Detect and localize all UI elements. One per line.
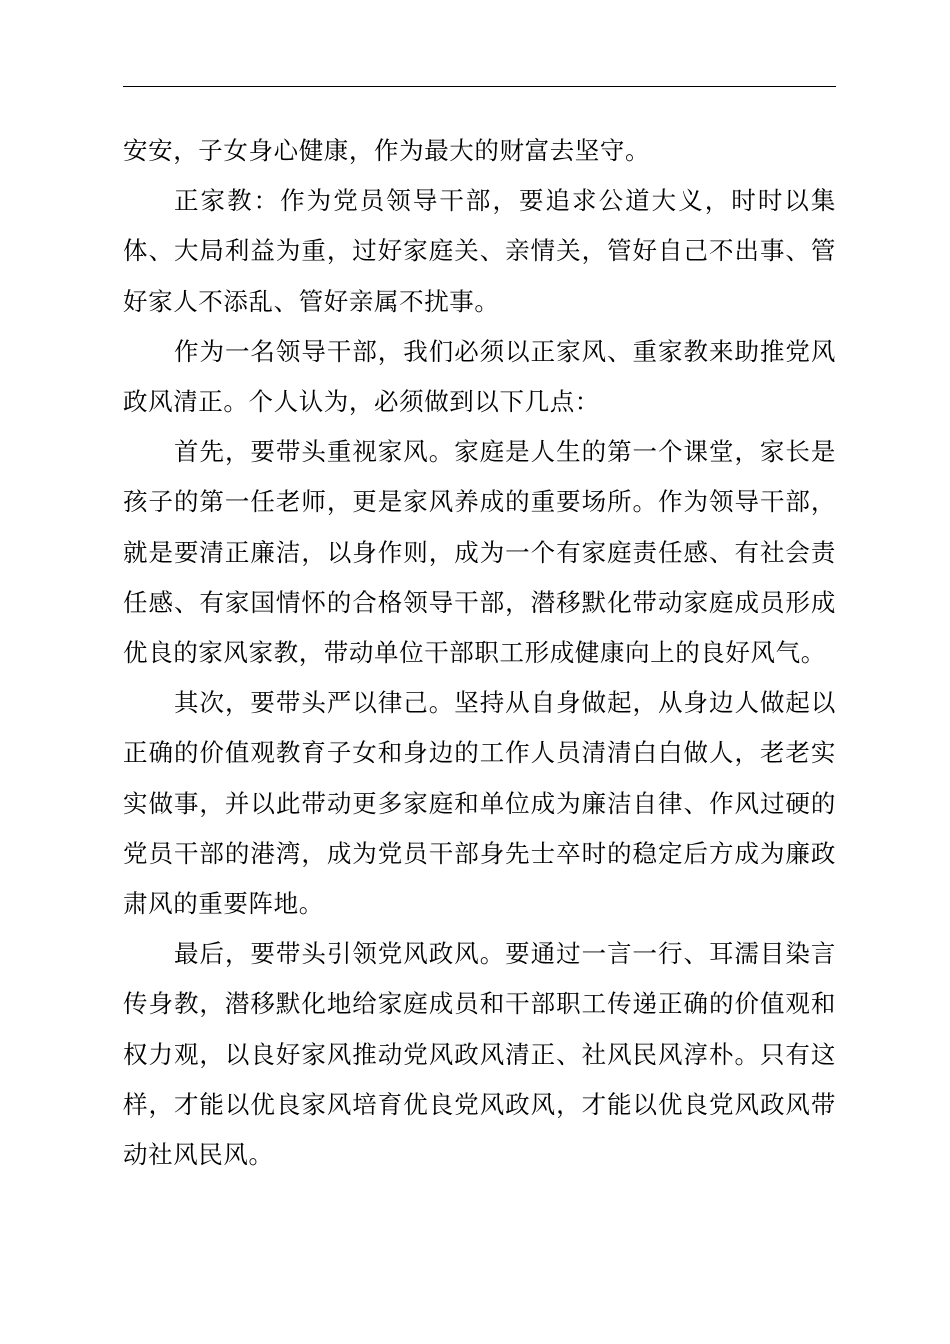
paragraph: 最后，要带头引领党风政风。要通过一言一行、耳濡目染言传身教，潜移默化地给家庭成员和干部职工传递正确的价值观和权力观，以良好家风推动党风政风清正、社风民风淳朴。只有这样，才能以优良家风培育优良党风政风，才能以优良党风政风带动社风民风。 <box>123 939 836 1170</box>
paragraph: 作为一名领导干部，我们必须以正家风、重家教来助推党风政风清正。个人认为，必须做到以下几点： <box>123 336 836 417</box>
paragraph: 其次，要带头严以律己。坚持从自身做起，从身边人做起以正确的价值观教育子女和身边的工作人员清清白白做人，老老实实做事，并以此带动更多家庭和单位成为廉洁自律、作风过硬的党员干部的港湾，成为党员干部身先士卒时的稳定后方成为廉政肃风的重要阵地。 <box>123 688 836 919</box>
header-rule <box>123 86 836 87</box>
paragraph: 首先，要带头重视家风。家庭是人生的第一个课堂，家长是孩子的第一任老师，更是家风养成的重要场所。作为领导干部，就是要清正廉洁，以身作则，成为一个有家庭责任感、有社会责任感、有家国情怀的合格领导干部，潜移默化带动家庭成员形成优良的家风家教，带动单位干部职工形成健康向上的良好风气。 <box>123 437 836 668</box>
paragraph: 安安，子女身心健康，作为最大的财富去坚守。 <box>123 136 651 165</box>
paragraph: 正家教：作为党员领导干部，要追求公道大义，时时以集体、大局利益为重，过好家庭关、亲情关，管好自己不出事、管好家人不添乱、管好亲属不扰事。 <box>123 186 836 316</box>
document-body <box>123 126 836 1180</box>
